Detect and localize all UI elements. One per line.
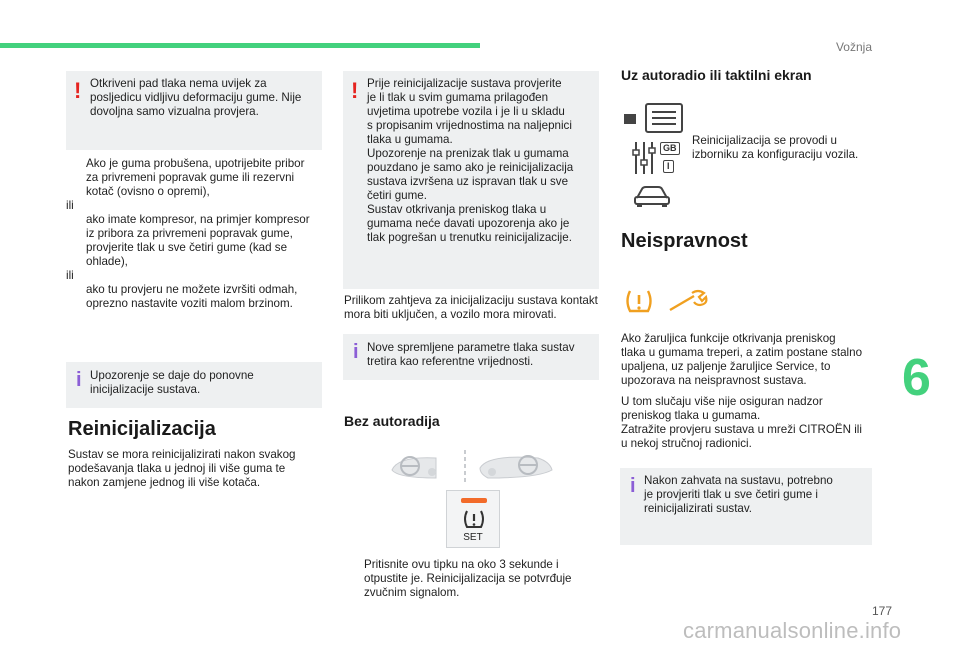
malfunction-paragraph: Ako žaruljica funkcije otkrivanja preniskog tlaka u gumama treperi, a zatim postane stalno upaljena, uz paljenje žaruljice Service, to upozorava na neispravnost sustava. bbox=[621, 332, 863, 387]
chapter-tab-number: 6 bbox=[902, 349, 931, 407]
header-accent-bar bbox=[0, 43, 480, 48]
info-icon: i bbox=[76, 369, 82, 391]
puncture-instructions bbox=[66, 157, 328, 311]
wrench-icon bbox=[668, 290, 708, 312]
warning-box-before-reinit bbox=[343, 71, 599, 289]
steering-wheel-controls-illustration bbox=[388, 448, 558, 484]
tyre-pressure-warning-icon bbox=[624, 288, 654, 314]
list-item: Ako je guma probušena, upotrijebite pribor za privremeni popravak gume ili rezervni kotač (ovisno o opremi), bbox=[86, 157, 305, 198]
info-box-reference-values bbox=[343, 334, 599, 380]
set-button-indicator bbox=[461, 498, 487, 503]
section-title: Vožnja bbox=[835, 40, 872, 54]
info-box-warning-until-reinit bbox=[66, 362, 322, 408]
touchscreen-icon bbox=[624, 104, 684, 134]
page-number: 177 bbox=[872, 604, 893, 618]
or-label: ili bbox=[66, 269, 74, 282]
heading-reinicijalizacija: Reinicijalizacija bbox=[68, 418, 216, 440]
info-text: Nove spremljene parametre tlaka sustav tretira kao referentne vrijednosti. bbox=[367, 341, 575, 368]
warning-text: Prije reinicijalizacije sustava provjerite je li tlak u svim gumama prilagođen uvjetima upotrebe vozila i je li u skladu s propisanim vrijednostima na naljepnici tlaka u gumama. Upozorenje na prenizak tlak u gumama pouzdano je samo ako je reinicijalizacija sustava izvršena uz ispravan tlak u sve četiri gume. Sustav otkrivanja preniskog tlaka u gumama neće davati upozorenja ako je tlak pogrešan u trenutku reinicijalizacije. bbox=[367, 77, 574, 244]
info-i-badge: I bbox=[663, 160, 674, 173]
init-requirement-paragraph: Prilikom zahtjeva za inicijalizaciju sustava kontakt mora biti uključen, a vozilo mora mirovati. bbox=[344, 294, 598, 321]
warning-box-deformation bbox=[66, 71, 322, 150]
info-icon: i bbox=[353, 341, 359, 363]
car-icon bbox=[633, 184, 671, 208]
or-label: ili bbox=[66, 199, 74, 212]
sliders-graphic bbox=[632, 140, 658, 176]
info-box-after-intervention bbox=[620, 468, 872, 545]
settings-sliders-icon bbox=[632, 140, 680, 176]
info-icon: i bbox=[630, 475, 636, 497]
heading-bez-autoradija: Bez autoradija bbox=[344, 413, 440, 429]
warning-text: Otkriveni pad tlaka nema uvijek za posljedicu vidljivu deformaciju gume. Nije dovoljna samo vizualna provjera. bbox=[90, 77, 302, 118]
set-button[interactable] bbox=[446, 490, 500, 548]
set-button-instruction bbox=[344, 558, 606, 600]
tyre-pressure-warning-icon bbox=[462, 509, 486, 529]
warning-icon: ! bbox=[351, 78, 359, 103]
language-gb-badge: GB bbox=[660, 142, 680, 155]
reinit-paragraph: Sustav se mora reinicijalizirati nakon svakog podešavanja tlaka u jednoj ili više guma te nakon zamjene jednog ili više kotača. bbox=[68, 448, 296, 489]
warning-icon: ! bbox=[74, 78, 82, 103]
list-item: ako imate kompresor, na primjer kompresor iz pribora za privremeni popravak gume, provjerite tlak u sve četiri gume (kad se ohlade), bbox=[86, 213, 310, 268]
info-text: Nakon zahvata na sustavu, potrebno je provjeriti tlak u sve četiri gume i reinicijalizirati sustav. bbox=[644, 474, 833, 515]
monitoring-not-ensured-paragraph: U tom slučaju više nije osiguran nadzor preniskog tlaka u gumama. Zatražite provjeru sustava u mreži CITROËN ili u nekoj stručnoj radionici. bbox=[621, 395, 862, 450]
set-label: SET bbox=[463, 532, 483, 543]
watermark: carmanualsonline.info bbox=[683, 618, 902, 643]
list-item: ako tu provjeru ne možete izvršiti odmah, oprezno nastavite voziti malom brzinom. bbox=[86, 283, 298, 310]
info-text: Upozorenje se daje do ponovne inicijalizacije sustava. bbox=[90, 369, 254, 396]
heading-autoradio: Uz autoradio ili taktilni ekran bbox=[621, 67, 812, 83]
list-item: Pritisnite ovu tipku na oko 3 sekunde i otpustite je. Reinicijalizacija se potvrđuje zvučnim signalom. bbox=[364, 558, 572, 599]
reinit-menu-paragraph: Reinicijalizacija se provodi u izborniku za konfiguraciju vozila. bbox=[692, 134, 859, 161]
heading-neispravnost: Neispravnost bbox=[621, 230, 748, 252]
